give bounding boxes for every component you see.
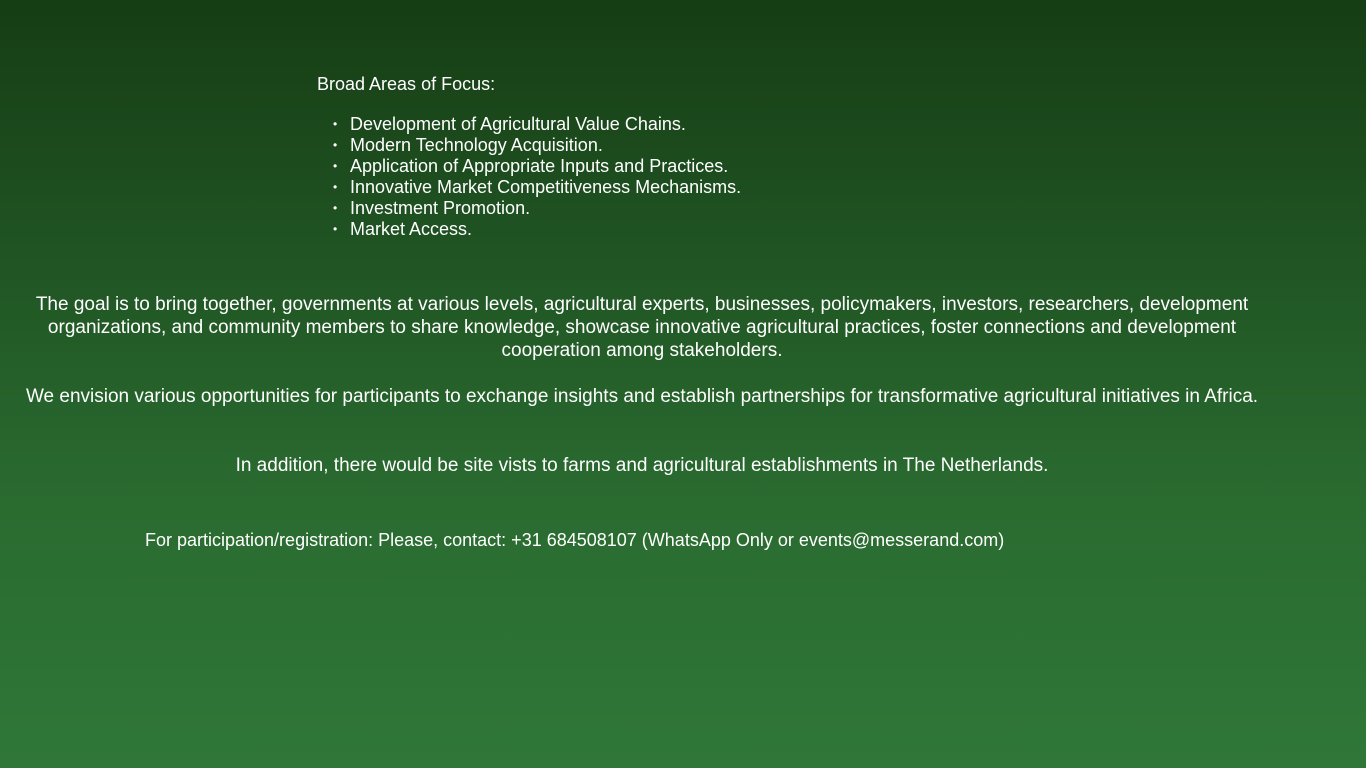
focus-item-label: Innovative Market Competitiveness Mechanisms.	[350, 177, 742, 197]
bullet-icon: •	[333, 117, 338, 131]
focus-section	[317, 72, 1017, 240]
bullet-icon: •	[333, 159, 338, 173]
focus-list	[317, 114, 1017, 240]
focus-heading: Broad Areas of Focus:	[317, 74, 496, 94]
goal-paragraph: The goal is to bring together, governments at various levels, agricultural experts, businesses, policymakers, investors, researchers, development organizations, and community members to share knowledge, showcase innovative agricultural practices, foster connections and development cooperation among stakeholders.	[35, 294, 1249, 361]
focus-item-label: Development of Agricultural Value Chains.	[350, 114, 686, 134]
contact-info: For participation/registration: Please, contact: +31 684508107 (WhatsApp Only or events@messerand.com)	[145, 530, 1005, 550]
focus-list-item	[333, 135, 1017, 156]
bullet-icon: •	[333, 222, 338, 236]
bullet-icon: •	[333, 180, 338, 194]
focus-item-label: Modern Technology Acquisition.	[350, 135, 603, 155]
focus-item-label: Market Access.	[350, 219, 473, 239]
site-visits-paragraph: In addition, there would be site vists to farms and agricultural establishments in The Netherlands.	[235, 455, 1049, 476]
focus-item-label: Investment Promotion.	[350, 198, 531, 218]
focus-list-item	[333, 198, 1017, 219]
focus-list-item	[333, 156, 1017, 177]
focus-list-item	[333, 177, 1017, 198]
focus-list-item	[333, 114, 1017, 135]
envision-paragraph: We envision various opportunities for participants to exchange insights and establish partnerships for transformative agricultural initiatives in Africa.	[25, 386, 1259, 407]
focus-list-item	[333, 219, 1017, 240]
bullet-icon: •	[333, 138, 338, 152]
focus-item-label: Application of Appropriate Inputs and Practices.	[350, 156, 729, 176]
bullet-icon: •	[333, 201, 338, 215]
